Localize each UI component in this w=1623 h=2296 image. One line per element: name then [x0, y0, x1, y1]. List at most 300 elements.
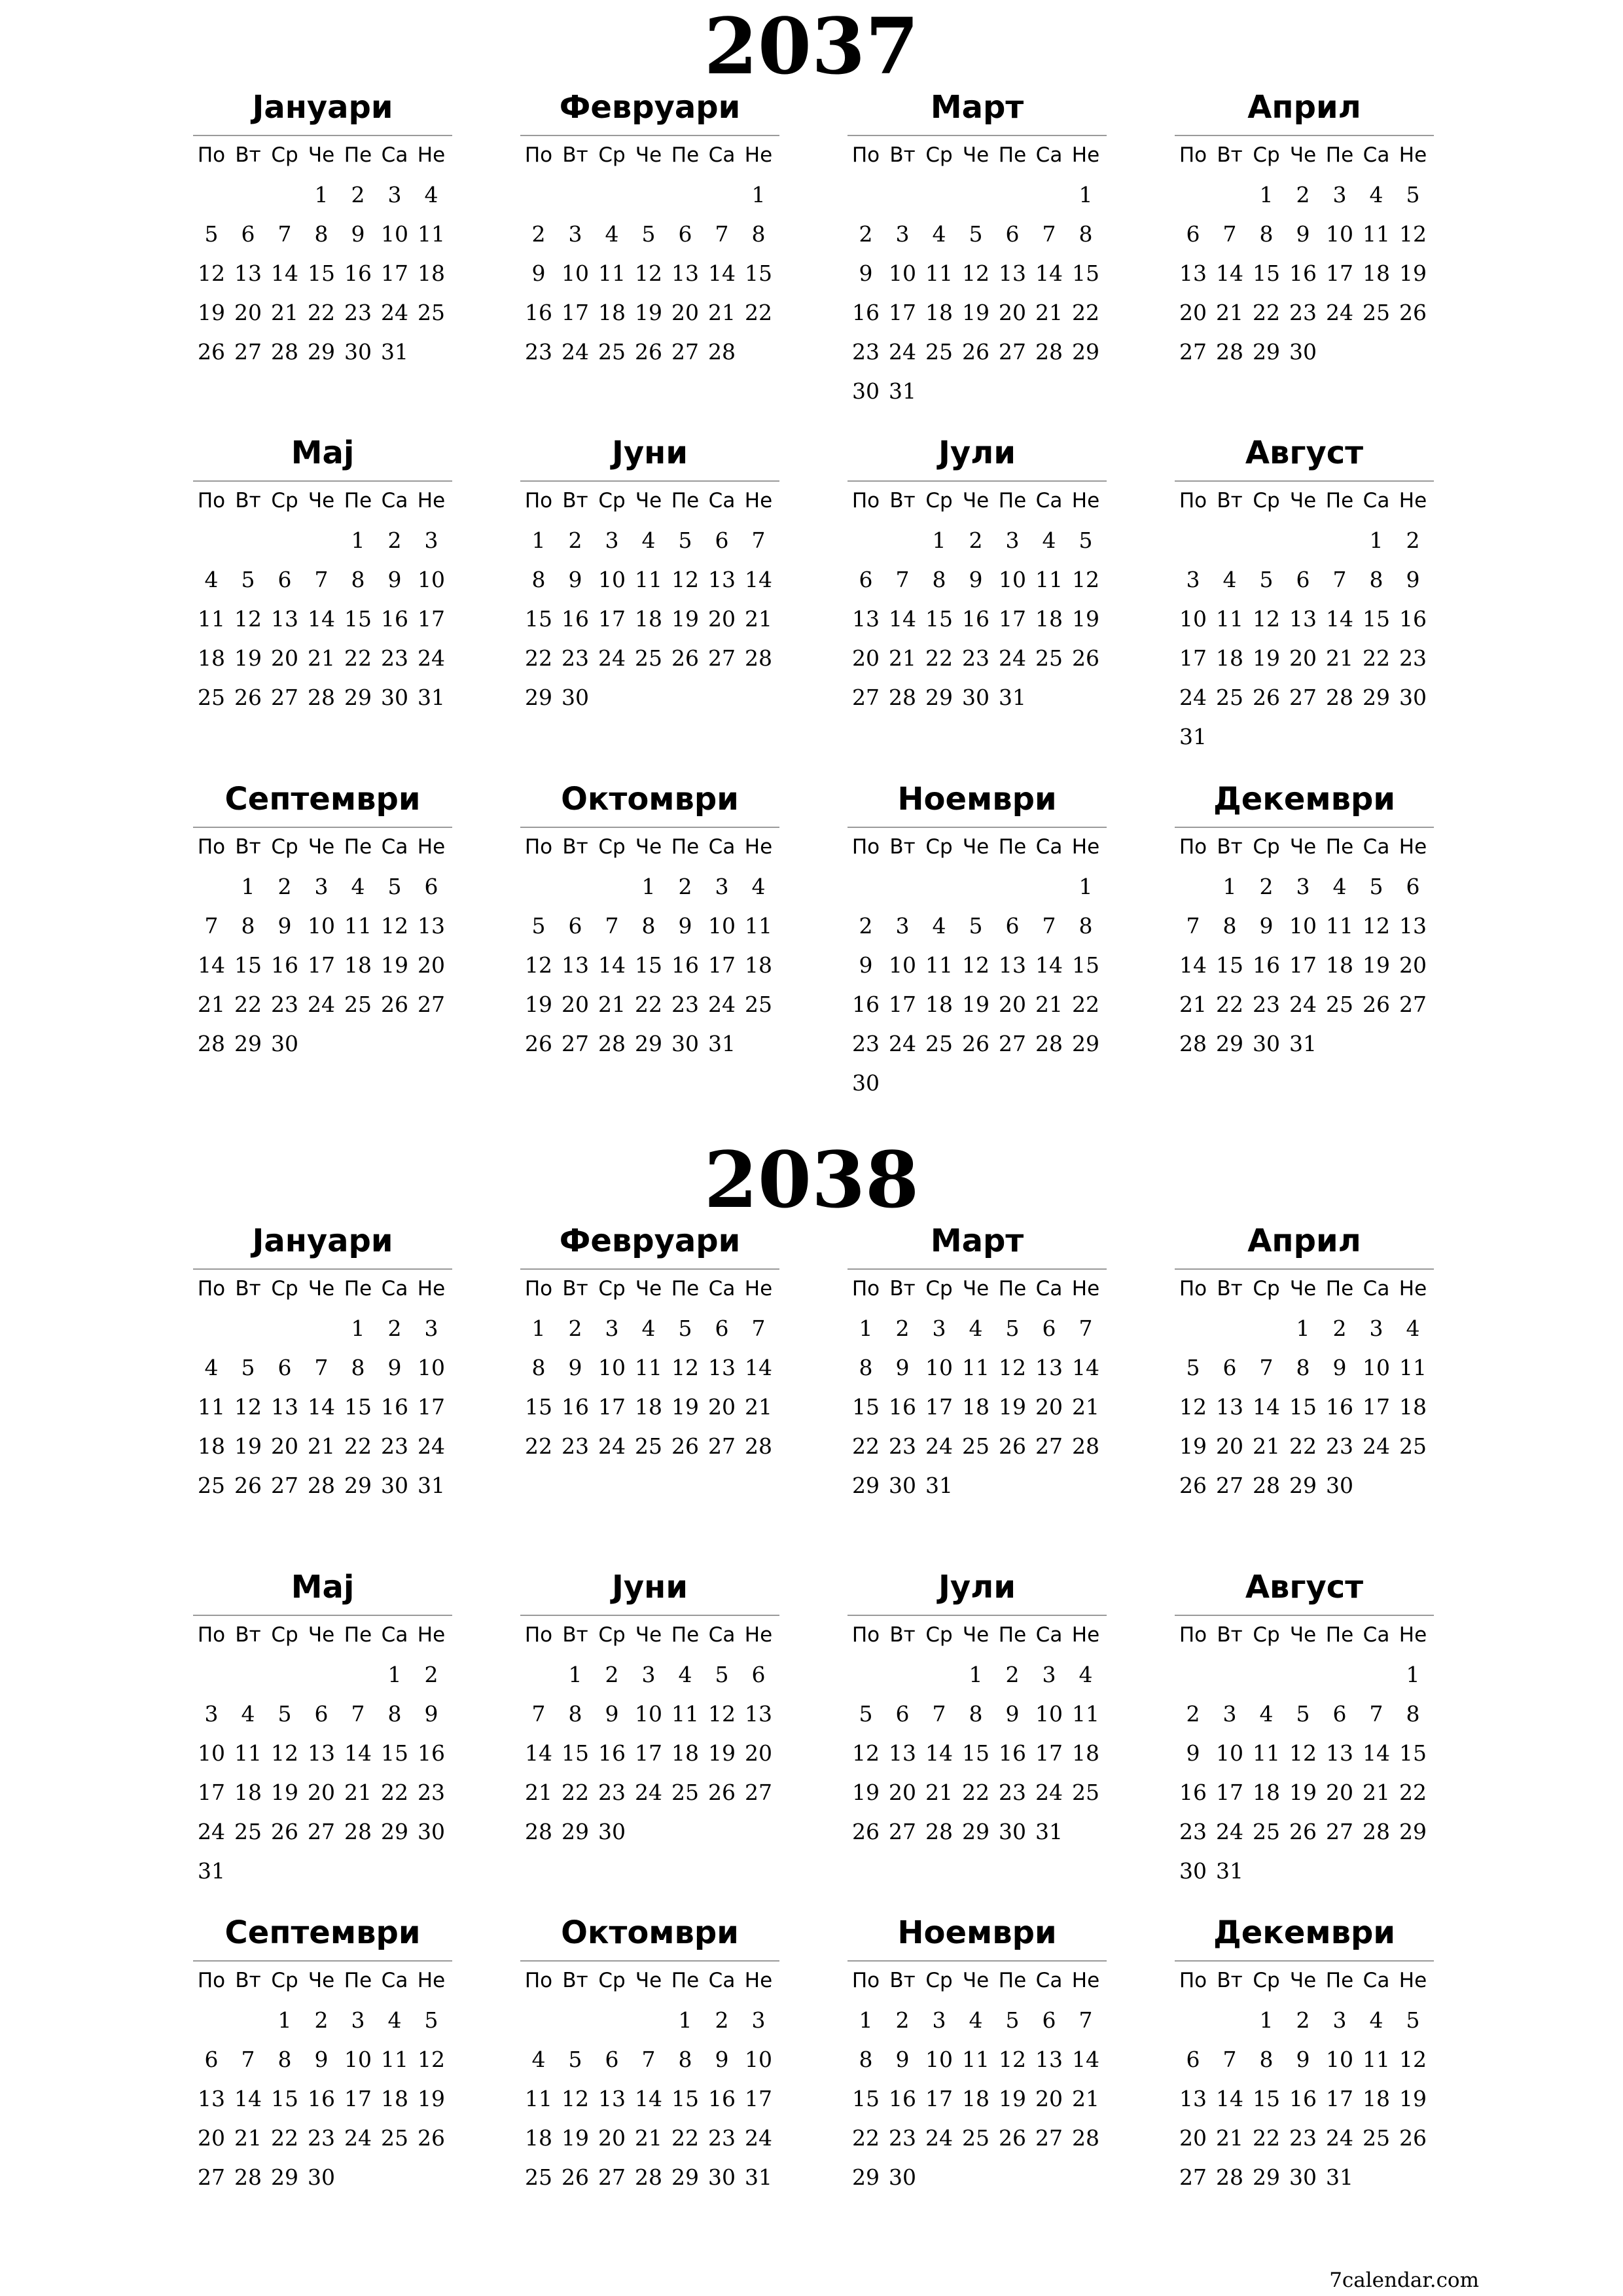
- day-cell: 26: [962, 339, 990, 365]
- day-cell: 28: [925, 1819, 953, 1844]
- year-title: 2038: [704, 1134, 919, 1225]
- weekday-label: Са: [1035, 1623, 1063, 1647]
- day-cell: 6: [605, 2047, 619, 2072]
- weekday-label: Че: [962, 1623, 990, 1647]
- day-cell: 20: [745, 1740, 772, 1766]
- day-cell: 4: [1332, 874, 1347, 899]
- day-cell: 14: [234, 2086, 262, 2111]
- day-cell: 27: [1035, 2125, 1063, 2151]
- weekday-label: Ср: [1253, 489, 1280, 512]
- day-cell: 4: [204, 567, 219, 592]
- day-cell: 28: [708, 339, 736, 365]
- day-cell: 6: [1406, 874, 1420, 899]
- day-cell: 21: [745, 606, 772, 632]
- weekday-label: По: [524, 835, 553, 859]
- day-cell: 9: [859, 260, 873, 286]
- day-cell: 3: [1222, 1701, 1237, 1727]
- weekday-label: Че: [308, 143, 335, 167]
- day-cell: 26: [852, 1819, 880, 1844]
- weekday-label: Че: [635, 835, 662, 859]
- day-cell: 14: [525, 1740, 552, 1766]
- weekday-label: Не: [417, 143, 446, 167]
- day-cell: 18: [1326, 952, 1353, 978]
- day-cell: 16: [889, 2086, 916, 2111]
- day-cell: 25: [1216, 685, 1243, 710]
- day-cell: 23: [671, 992, 699, 1017]
- day-cell: 11: [234, 1740, 262, 1766]
- day-cell: 14: [1216, 260, 1243, 286]
- day-cell: 6: [1186, 2047, 1200, 2072]
- weekday-label: Не: [1399, 1969, 1427, 1992]
- day-cell: 14: [344, 1740, 372, 1766]
- day-cell: 16: [852, 992, 880, 1017]
- month-name: Октомври: [561, 781, 739, 817]
- day-cell: 6: [204, 2047, 219, 2072]
- day-cell: 2: [387, 528, 402, 553]
- day-cell: 12: [525, 952, 552, 978]
- day-cell: 18: [381, 2086, 408, 2111]
- month-name: Декември: [1213, 1914, 1396, 1951]
- weekday-label: Ср: [925, 143, 953, 167]
- day-cell: 18: [598, 300, 626, 325]
- month-divider: [520, 1615, 779, 1616]
- day-cell: 2: [531, 221, 546, 247]
- day-cell: 7: [314, 1355, 329, 1380]
- weekday-label: Пе: [671, 835, 700, 859]
- day-cell: 28: [1035, 339, 1063, 365]
- day-cell: 23: [889, 1433, 916, 1459]
- day-cell: 7: [1186, 913, 1200, 939]
- day-cell: 24: [1035, 1780, 1063, 1805]
- day-cell: 26: [1072, 645, 1099, 671]
- day-cell: 17: [1326, 2086, 1353, 2111]
- weekday-label: Ср: [598, 1623, 626, 1647]
- month-divider: [193, 1960, 452, 1962]
- day-cell: 26: [1399, 2125, 1427, 2151]
- weekday-label: По: [1179, 1969, 1207, 1992]
- day-cell: 6: [314, 1701, 329, 1727]
- day-cell: 17: [925, 1394, 953, 1420]
- day-cell: 15: [745, 260, 772, 286]
- day-cell: 27: [598, 2164, 626, 2190]
- day-cell: 27: [1326, 1819, 1353, 1844]
- day-cell: 22: [344, 645, 372, 671]
- day-cell: 5: [678, 1316, 692, 1341]
- day-cell: 11: [925, 260, 953, 286]
- day-cell: 16: [671, 952, 699, 978]
- day-cell: 2: [1005, 1662, 1020, 1687]
- day-cell: 31: [418, 1473, 445, 1498]
- day-cell: 9: [277, 913, 292, 939]
- day-cell: 19: [1179, 1433, 1207, 1459]
- day-cell: 4: [1042, 528, 1056, 553]
- day-cell: 21: [1216, 2125, 1243, 2151]
- day-cell: 30: [1399, 685, 1427, 710]
- day-cell: 11: [962, 2047, 990, 2072]
- day-cell: 10: [344, 2047, 372, 2072]
- day-cell: 15: [1289, 1394, 1317, 1420]
- month-name: Септември: [224, 781, 421, 817]
- day-cell: 13: [1035, 1355, 1063, 1380]
- day-cell: 20: [562, 992, 589, 1017]
- month-name: Февруари: [559, 1223, 741, 1259]
- day-cell: 21: [271, 300, 298, 325]
- day-cell: 2: [351, 182, 365, 207]
- day-cell: 12: [1399, 2047, 1427, 2072]
- day-cell: 26: [525, 1031, 552, 1056]
- day-cell: 24: [1326, 2125, 1353, 2151]
- weekday-label: Не: [744, 835, 773, 859]
- weekday-label: Са: [1035, 835, 1063, 859]
- day-cell: 22: [344, 1433, 372, 1459]
- day-cell: 26: [671, 1433, 699, 1459]
- day-cell: 9: [859, 952, 873, 978]
- month-divider: [193, 135, 452, 136]
- weekday-label: Ср: [598, 143, 626, 167]
- day-cell: 2: [678, 874, 692, 899]
- weekday-label: Са: [1363, 1969, 1390, 1992]
- day-cell: 13: [1289, 606, 1317, 632]
- day-cell: 24: [925, 1433, 953, 1459]
- day-cell: 9: [895, 2047, 910, 2072]
- day-cell: 6: [1296, 567, 1310, 592]
- day-cell: 3: [568, 221, 582, 247]
- day-cell: 27: [562, 1031, 589, 1056]
- day-cell: 10: [889, 952, 916, 978]
- day-cell: 2: [1259, 874, 1274, 899]
- day-cell: 9: [1005, 1701, 1020, 1727]
- day-cell: 24: [999, 645, 1026, 671]
- day-cell: 21: [1072, 2086, 1099, 2111]
- day-cell: 22: [1072, 992, 1099, 1017]
- day-cell: 19: [418, 2086, 445, 2111]
- weekday-label: Вт: [889, 835, 916, 859]
- day-cell: 20: [999, 992, 1026, 1017]
- day-cell: 26: [234, 685, 262, 710]
- day-cell: 25: [962, 1433, 990, 1459]
- day-cell: 12: [1363, 913, 1390, 939]
- day-cell: 4: [678, 1662, 692, 1687]
- day-cell: 2: [424, 1662, 438, 1687]
- day-cell: 11: [671, 1701, 699, 1727]
- weekday-label: Са: [1035, 489, 1063, 512]
- month-divider: [847, 480, 1107, 482]
- day-cell: 11: [344, 913, 372, 939]
- day-cell: 6: [1042, 2007, 1056, 2033]
- year-title: 2037: [704, 1, 919, 92]
- month-divider: [847, 1268, 1107, 1270]
- day-cell: 5: [1369, 874, 1383, 899]
- day-cell: 2: [1332, 1316, 1347, 1341]
- day-cell: 8: [751, 221, 766, 247]
- day-cell: 26: [381, 992, 408, 1017]
- day-cell: 24: [889, 339, 916, 365]
- day-cell: 14: [308, 1394, 335, 1420]
- day-cell: 25: [925, 339, 953, 365]
- day-cell: 12: [198, 260, 225, 286]
- day-cell: 15: [525, 606, 552, 632]
- day-cell: 13: [1179, 2086, 1207, 2111]
- day-cell: 7: [751, 528, 766, 553]
- day-cell: 5: [715, 1662, 729, 1687]
- day-cell: 10: [925, 2047, 953, 2072]
- day-cell: 27: [418, 992, 445, 1017]
- day-cell: 17: [635, 1740, 662, 1766]
- month-name: Август: [1245, 435, 1364, 471]
- weekday-label: Вт: [889, 1623, 916, 1647]
- weekday-label: Пе: [344, 835, 372, 859]
- weekday-label: Ср: [1253, 1969, 1280, 1992]
- day-cell: 1: [1222, 874, 1237, 899]
- weekday-label: Че: [635, 143, 662, 167]
- day-cell: 8: [314, 221, 329, 247]
- day-cell: 5: [1005, 2007, 1020, 2033]
- day-cell: 1: [531, 1316, 546, 1341]
- day-cell: 22: [525, 645, 552, 671]
- day-cell: 27: [999, 339, 1026, 365]
- weekday-label: Са: [381, 835, 408, 859]
- weekday-label: По: [1179, 1277, 1207, 1300]
- day-cell: 29: [1216, 1031, 1243, 1056]
- day-cell: 29: [381, 1819, 408, 1844]
- day-cell: 30: [962, 685, 990, 710]
- day-cell: 18: [344, 952, 372, 978]
- day-cell: 30: [1289, 2164, 1317, 2190]
- weekday-label: Са: [1363, 143, 1390, 167]
- month-divider: [847, 1960, 1107, 1962]
- day-cell: 20: [999, 300, 1026, 325]
- day-cell: 2: [895, 1316, 910, 1341]
- month-divider: [193, 827, 452, 828]
- day-cell: 24: [1363, 1433, 1390, 1459]
- month-name: Август: [1245, 1569, 1364, 1605]
- weekday-label: Ср: [925, 1969, 953, 1992]
- weekday-label: Вт: [1217, 1277, 1243, 1300]
- day-cell: 13: [1179, 260, 1207, 286]
- day-cell: 12: [708, 1701, 736, 1727]
- weekday-label: Ср: [925, 489, 953, 512]
- day-cell: 19: [962, 300, 990, 325]
- day-cell: 2: [387, 1316, 402, 1341]
- month-name: Септември: [224, 1914, 421, 1951]
- day-cell: 20: [1326, 1780, 1353, 1805]
- day-cell: 2: [859, 221, 873, 247]
- day-cell: 24: [889, 1031, 916, 1056]
- day-cell: 19: [852, 1780, 880, 1805]
- day-cell: 3: [314, 874, 329, 899]
- day-cell: 3: [1296, 874, 1310, 899]
- day-cell: 25: [1399, 1433, 1427, 1459]
- day-cell: 23: [381, 1433, 408, 1459]
- day-cell: 6: [895, 1701, 910, 1727]
- day-cell: 24: [308, 992, 335, 1017]
- weekday-label: Че: [308, 1277, 335, 1300]
- weekday-label: Че: [308, 489, 335, 512]
- weekday-label: Са: [381, 489, 408, 512]
- weekday-label: Пе: [1325, 489, 1354, 512]
- day-cell: 2: [277, 874, 292, 899]
- day-cell: 24: [1179, 685, 1207, 710]
- day-cell: 12: [562, 2086, 589, 2111]
- day-cell: 8: [568, 1701, 582, 1727]
- day-cell: 10: [1326, 221, 1353, 247]
- day-cell: 31: [418, 685, 445, 710]
- day-cell: 30: [271, 1031, 298, 1056]
- weekday-label: Вт: [1217, 489, 1243, 512]
- day-cell: 17: [925, 2086, 953, 2111]
- day-cell: 28: [271, 339, 298, 365]
- day-cell: 19: [1253, 645, 1280, 671]
- day-cell: 17: [889, 300, 916, 325]
- day-cell: 31: [381, 339, 408, 365]
- day-cell: 18: [418, 260, 445, 286]
- day-cell: 18: [1253, 1780, 1280, 1805]
- month-name: Април: [1247, 1223, 1361, 1259]
- day-cell: 31: [999, 685, 1026, 710]
- day-cell: 31: [1289, 1031, 1317, 1056]
- month-name: Октомври: [561, 1914, 739, 1951]
- day-cell: 17: [418, 606, 445, 632]
- day-cell: 30: [889, 1473, 916, 1498]
- day-cell: 25: [1035, 645, 1063, 671]
- weekday-label: Че: [635, 1969, 662, 1992]
- weekday-label: Пе: [671, 1277, 700, 1300]
- weekday-label: Пе: [1325, 1277, 1354, 1300]
- month-divider: [847, 1615, 1107, 1616]
- day-cell: 25: [344, 992, 372, 1017]
- day-cell: 1: [751, 182, 766, 207]
- day-cell: 25: [925, 1031, 953, 1056]
- day-cell: 14: [708, 260, 736, 286]
- month-name: Април: [1247, 89, 1361, 126]
- day-cell: 20: [708, 1394, 736, 1420]
- day-cell: 7: [204, 913, 219, 939]
- day-cell: 25: [234, 1819, 262, 1844]
- weekday-label: Не: [1071, 1277, 1100, 1300]
- day-cell: 4: [969, 1316, 983, 1341]
- day-cell: 12: [1179, 1394, 1207, 1420]
- weekday-label: Че: [1289, 143, 1317, 167]
- day-cell: 2: [895, 2007, 910, 2033]
- day-cell: 29: [635, 1031, 662, 1056]
- month-name: Мај: [291, 1569, 355, 1605]
- day-cell: 8: [1369, 567, 1383, 592]
- day-cell: 3: [605, 1316, 619, 1341]
- day-cell: 8: [859, 1355, 873, 1380]
- day-cell: 28: [344, 1819, 372, 1844]
- weekday-label: Не: [1071, 143, 1100, 167]
- day-cell: 15: [852, 2086, 880, 2111]
- day-cell: 3: [424, 1316, 438, 1341]
- day-cell: 21: [308, 645, 335, 671]
- weekday-label: Че: [1289, 835, 1317, 859]
- day-cell: 10: [708, 913, 736, 939]
- day-cell: 9: [531, 260, 546, 286]
- day-cell: 30: [852, 378, 880, 404]
- month-divider: [193, 480, 452, 482]
- weekday-label: Не: [417, 489, 446, 512]
- weekday-label: Вт: [1217, 835, 1243, 859]
- day-cell: 20: [1035, 2086, 1063, 2111]
- day-cell: 2: [859, 913, 873, 939]
- day-cell: 11: [598, 260, 626, 286]
- day-cell: 27: [1179, 2164, 1207, 2190]
- day-cell: 20: [598, 2125, 626, 2151]
- day-cell: 6: [1005, 221, 1020, 247]
- weekday-label: По: [197, 489, 226, 512]
- day-cell: 28: [198, 1031, 225, 1056]
- day-cell: 16: [381, 1394, 408, 1420]
- weekday-label: Че: [635, 1277, 662, 1300]
- month-divider: [1175, 1615, 1434, 1616]
- day-cell: 13: [889, 1740, 916, 1766]
- day-cell: 10: [889, 260, 916, 286]
- day-cell: 8: [241, 913, 255, 939]
- day-cell: 13: [708, 1355, 736, 1380]
- weekday-label: Не: [1071, 489, 1100, 512]
- weekday-label: Са: [1035, 1969, 1063, 1992]
- day-cell: 24: [1326, 300, 1353, 325]
- day-cell: 8: [969, 1701, 983, 1727]
- weekday-label: По: [197, 835, 226, 859]
- day-cell: 23: [1399, 645, 1427, 671]
- month-divider: [1175, 827, 1434, 828]
- day-cell: 11: [925, 952, 953, 978]
- day-cell: 5: [204, 221, 219, 247]
- day-cell: 4: [641, 528, 656, 553]
- day-cell: 24: [381, 300, 408, 325]
- day-cell: 16: [1253, 952, 1280, 978]
- day-cell: 24: [745, 2125, 772, 2151]
- day-cell: 29: [925, 685, 953, 710]
- weekday-label: По: [524, 1969, 553, 1992]
- day-cell: 15: [671, 2086, 699, 2111]
- day-cell: 20: [1289, 645, 1317, 671]
- day-cell: 31: [925, 1473, 953, 1498]
- day-cell: 25: [381, 2125, 408, 2151]
- day-cell: 3: [351, 2007, 365, 2033]
- day-cell: 25: [598, 339, 626, 365]
- day-cell: 14: [308, 606, 335, 632]
- day-cell: 12: [1289, 1740, 1317, 1766]
- day-cell: 12: [999, 1355, 1026, 1380]
- day-cell: 15: [234, 952, 262, 978]
- weekday-label: Не: [417, 1277, 446, 1300]
- day-cell: 13: [999, 952, 1026, 978]
- day-cell: 1: [568, 1662, 582, 1687]
- day-cell: 4: [1222, 567, 1237, 592]
- day-cell: 16: [418, 1740, 445, 1766]
- day-cell: 16: [962, 606, 990, 632]
- day-cell: 5: [568, 2047, 582, 2072]
- weekday-label: Не: [744, 489, 773, 512]
- weekday-label: Пе: [344, 1277, 372, 1300]
- day-cell: 9: [387, 1355, 402, 1380]
- day-cell: 31: [745, 2164, 772, 2190]
- day-cell: 10: [198, 1740, 225, 1766]
- day-cell: 28: [1253, 1473, 1280, 1498]
- day-cell: 4: [531, 2047, 546, 2072]
- day-cell: 9: [314, 2047, 329, 2072]
- day-cell: 11: [381, 2047, 408, 2072]
- day-cell: 6: [1222, 1355, 1237, 1380]
- day-cell: 28: [1035, 1031, 1063, 1056]
- day-cell: 7: [751, 1316, 766, 1341]
- day-cell: 27: [852, 685, 880, 710]
- day-cell: 29: [1363, 685, 1390, 710]
- weekday-label: Ср: [1253, 1623, 1280, 1647]
- day-cell: 21: [1363, 1780, 1390, 1805]
